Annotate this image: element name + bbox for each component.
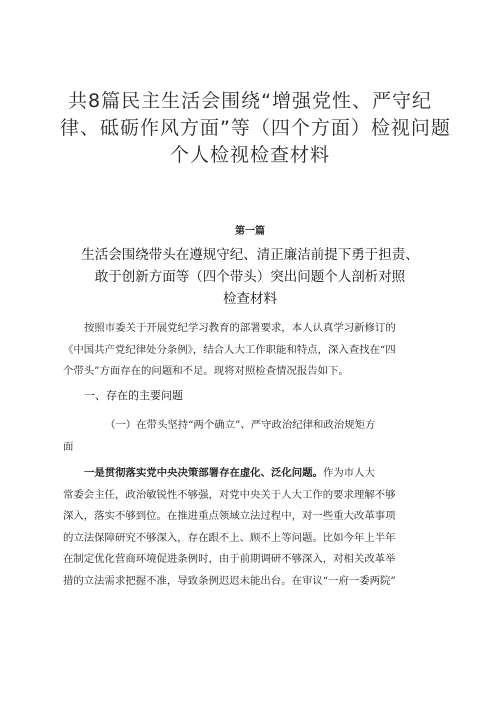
document-title: [60, 88, 451, 169]
body-lead: 一是贯彻落实党中央决策部署存在虚化、泛化问题。: [84, 467, 323, 479]
body-paragraph: [63, 463, 443, 592]
body-first-line: [63, 463, 443, 485]
title-line: 个人检视检查材料: [169, 144, 330, 166]
subtitle-line: 检查材料: [223, 291, 277, 307]
intro-line: 《中国共产党纪律处分条例》，结合人大工作职能和特点，深入查找在“四: [63, 343, 396, 356]
title-line: 律、砥砺作风方面”等（四个方面）检视问题: [60, 117, 451, 139]
body-text: 作为市人大: [322, 467, 375, 479]
body-line: 常委会主任，政治敏锐性不够强，对党中央关于人大工作的要求理解不够: [63, 488, 396, 501]
body-line: 在制定优化营商环境促进条例时，由于前期调研不够深入，对相关改革举: [63, 553, 396, 565]
sub-heading-line: 面: [63, 440, 74, 453]
section-heading: 一、存在的主要问题: [84, 389, 183, 402]
chapter-label: 第一篇: [235, 226, 265, 237]
body-line: 的立法保障研究不够深入，存在跟不上、顾不上等问题。比如今年上半年: [63, 531, 396, 544]
sub-heading: [63, 415, 443, 458]
title-line: 共8篇民主生活会围绕“增强党性、严守纪: [68, 90, 432, 112]
intro-paragraph: [63, 318, 443, 383]
intro-line: 按照市委关于开展党纪学习教育的部署要求，本人认真学习新修订的: [84, 322, 396, 334]
body-line: 措的立法需求把握不准，导致条例迟迟未能出台。在审议“一府一委两院”: [63, 574, 396, 587]
subtitle-line: 敢于创新方面等（四个带头）突出问题个人剖析对照: [94, 269, 406, 285]
intro-line: 个带头”方面存在的问题和不足。现将对照检查情况报告如下。: [63, 365, 349, 377]
body-line: 深入，落实不够到位。在推进重点领域立法过程中，对一些重大改革事项: [63, 510, 396, 522]
section-subtitle: [50, 244, 450, 310]
subtitle-line: 生活会围绕带头在遵规守纪、清正廉洁前提下勇于担责、: [81, 247, 419, 263]
sub-heading-line: （一）在带头坚持“两个确立”、严守政治纪律和政治规矩方: [105, 419, 376, 431]
